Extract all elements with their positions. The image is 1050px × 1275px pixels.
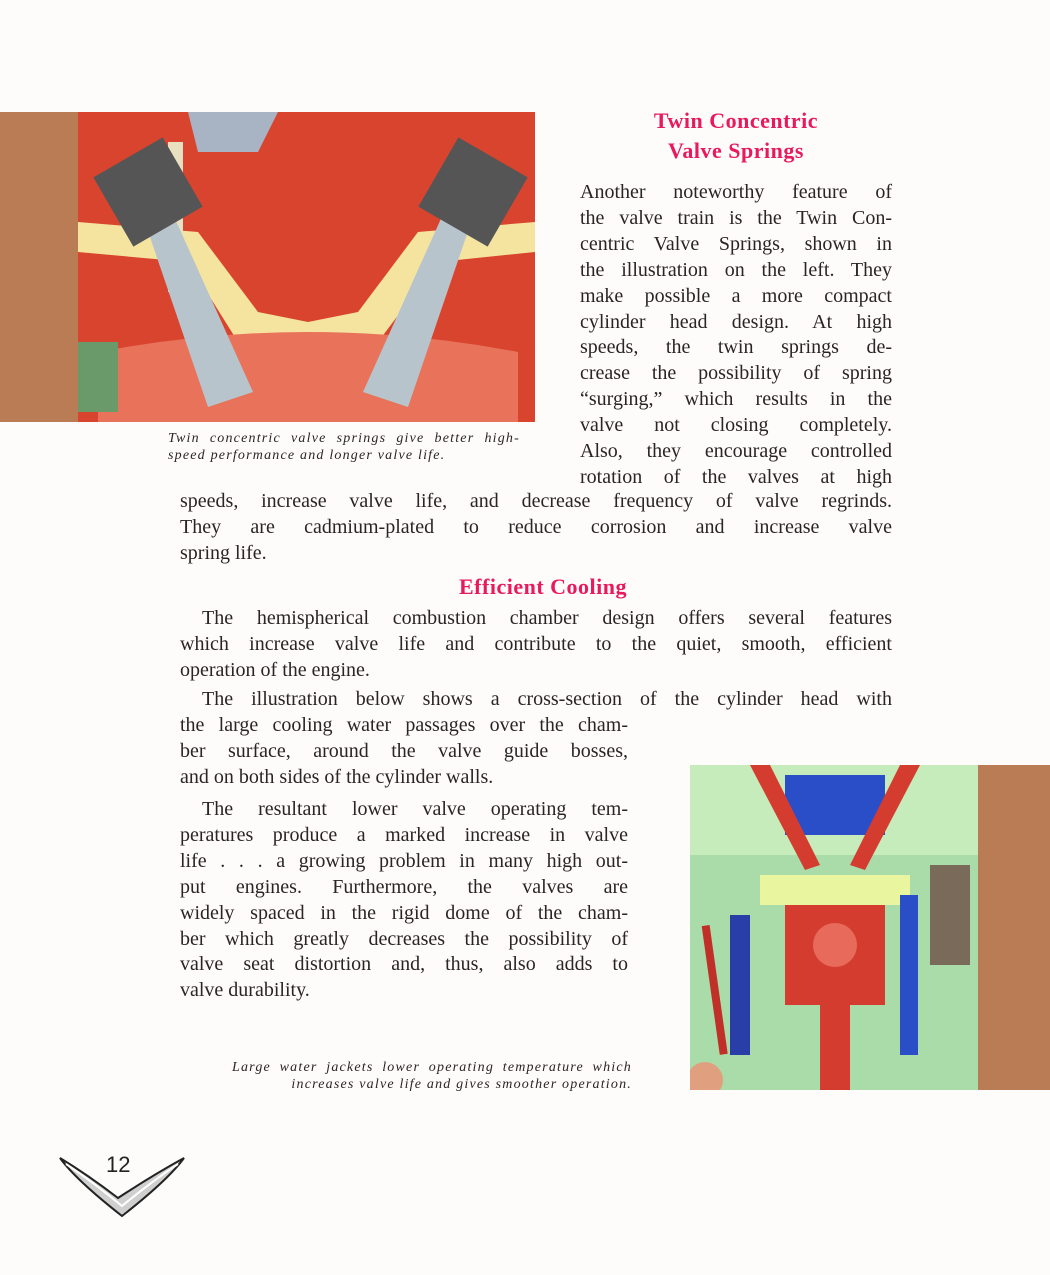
text-line: the valve train is the Twin Con-: [580, 206, 892, 229]
page-number: 12: [106, 1152, 131, 1177]
text-line: Another noteworthy feature of: [580, 181, 892, 203]
heading-valve-springs: Valve Springs: [668, 138, 804, 163]
text-line: peratures produce a marked increase in valve: [180, 823, 628, 846]
text-line: “surging,” which results in the: [580, 388, 892, 411]
text-line: valve durability.: [180, 979, 310, 1002]
heading-efficient-cooling: Efficient Cooling: [459, 574, 627, 599]
valve-springs-drawing: [78, 112, 535, 422]
text-line: widely spaced in the rigid dome of the cham-: [180, 901, 628, 924]
heading-twin-concentric: Twin Concentric: [653, 108, 819, 133]
text-line: ber which greatly decreases the possibility of: [180, 927, 628, 950]
water-jacket-drawing: [690, 765, 978, 1090]
tan-strip: [0, 112, 78, 422]
text-line: spring life.: [180, 541, 267, 564]
text-line: the large cooling water passages over the cham-: [180, 714, 628, 736]
text-line: The hemispherical combustion chamber design offers several features: [202, 607, 892, 629]
text-line: The resultant lower valve operating tem-: [202, 798, 628, 820]
text-line: rotation of the valves at high: [580, 465, 892, 488]
text-line: crease the possibility of spring: [580, 362, 892, 385]
caption-line: Large water jackets lower operating temperature which: [232, 1060, 632, 1075]
page-emblem: [58, 1150, 186, 1222]
text-line: Also, they encourage controlled: [580, 440, 892, 462]
caption-line: increases valve life and gives smoother operation.: [291, 1077, 632, 1092]
text-line: speeds, the twin springs de-: [580, 336, 892, 359]
caption-line: speed performance and longer valve life.: [168, 448, 446, 463]
valve-springs-illustration: [0, 112, 535, 422]
text-line: life . . . a growing problem in many high out-: [180, 849, 628, 872]
text-line: operation of the engine.: [180, 658, 370, 681]
text-line: cylinder head design. At high: [580, 310, 892, 333]
text-line: which increase valve life and contribute to the quiet, smooth, efficient: [180, 632, 892, 655]
water-jacket-illustration: [690, 765, 1050, 1090]
text-line: The illustration below shows a cross-section of the cylinder head with: [202, 688, 892, 710]
text-line: valve seat distortion and, thus, also adds to: [180, 953, 628, 976]
text-line: speeds, increase valve life, and decrease frequency of valve regrinds.: [180, 490, 892, 512]
text-line: ber surface, around the valve guide bosses,: [180, 739, 628, 762]
text-line: put engines. Furthermore, the valves are: [180, 875, 628, 898]
tan-strip: [978, 765, 1050, 1090]
text-line: valve not closing completely.: [580, 414, 892, 437]
text-line: centric Valve Springs, shown in: [580, 232, 892, 255]
text-line: make possible a more compact: [580, 284, 892, 307]
caption-line: Twin concentric valve springs give better high-: [168, 431, 520, 446]
text-line: and on both sides of the cylinder walls.: [180, 765, 494, 788]
text-line: the illustration on the left. They: [580, 258, 892, 281]
text-line: They are cadmium-plated to reduce corrosion and increase valve: [180, 515, 892, 538]
